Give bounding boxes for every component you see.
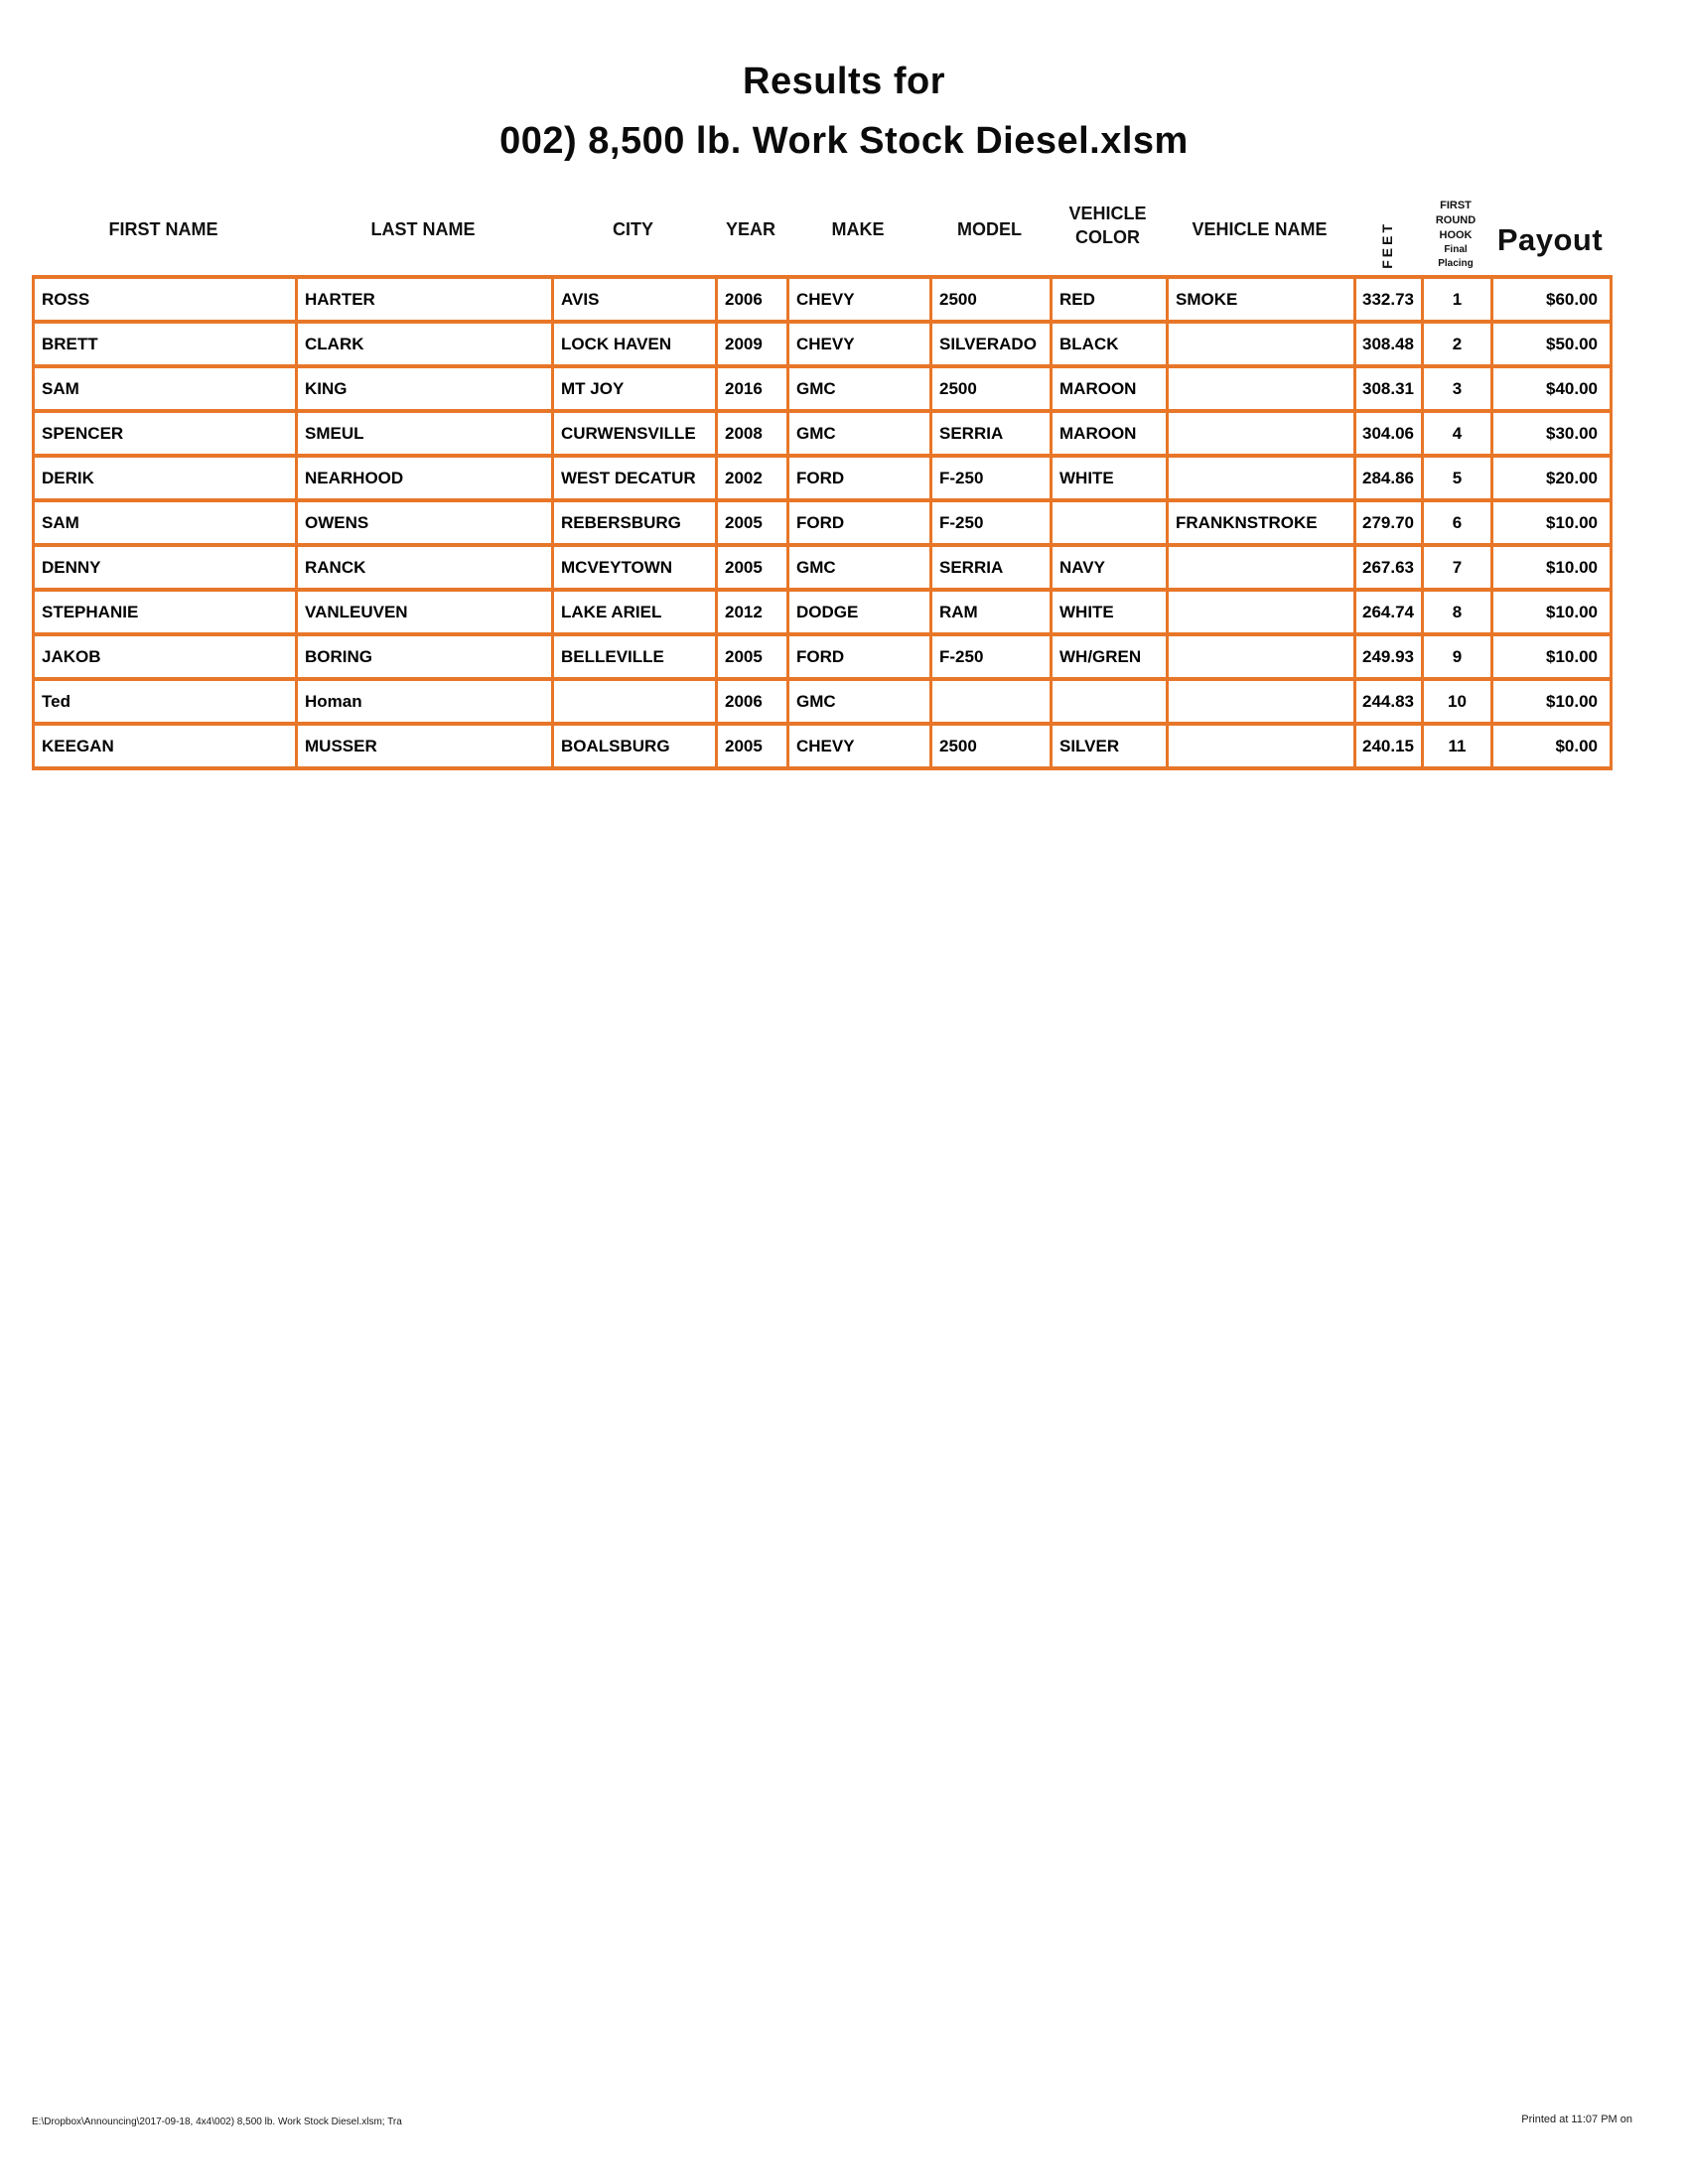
cell-vehicle-color: BLACK (1053, 324, 1169, 368)
header-city: CITY (612, 219, 653, 239)
cell-model: 2500 (932, 726, 1053, 770)
cell-last-name: Homan (298, 681, 554, 726)
cell-vehicle-color: SILVER (1053, 726, 1169, 770)
cell-payout: $30.00 (1493, 413, 1613, 458)
cell-feet: 284.86 (1356, 458, 1424, 502)
header-first-name: FIRST NAME (108, 219, 218, 239)
cell-placing: 4 (1424, 413, 1493, 458)
cell-model: 2500 (932, 368, 1053, 413)
cell-feet: 264.74 (1356, 592, 1424, 636)
header-make: MAKE (831, 219, 885, 239)
cell-city (554, 681, 718, 726)
cell-make: CHEVY (789, 324, 932, 368)
cell-placing: 1 (1424, 279, 1493, 324)
header-vehicle-color-line1: VEHICLE (1068, 204, 1147, 223)
hook-line-3: HOOK (1439, 229, 1473, 241)
cell-make: CHEVY (789, 279, 932, 324)
cell-first-name: Ted (35, 681, 298, 726)
cell-make: FORD (789, 502, 932, 547)
cell-make: FORD (789, 636, 932, 681)
cell-payout: $10.00 (1493, 547, 1613, 592)
cell-city: MCVEYTOWN (554, 547, 718, 592)
table-header-row (32, 139, 1613, 275)
cell-vehicle-name (1169, 368, 1356, 413)
cell-vehicle-name (1169, 726, 1356, 770)
cell-feet: 332.73 (1356, 279, 1424, 324)
cell-year: 2002 (718, 458, 789, 502)
hook-line-4: Final (1444, 244, 1468, 255)
cell-year: 2008 (718, 413, 789, 458)
cell-payout: $10.00 (1493, 502, 1613, 547)
cell-payout: $20.00 (1493, 458, 1613, 502)
cell-year: 2006 (718, 279, 789, 324)
cell-make: GMC (789, 547, 932, 592)
cell-make: GMC (789, 413, 932, 458)
cell-first-name: SAM (35, 502, 298, 547)
cell-vehicle-color: WH/GREN (1053, 636, 1169, 681)
cell-vehicle-color (1053, 681, 1169, 726)
header-feet-label: FEET (1379, 221, 1395, 269)
cell-last-name: OWENS (298, 502, 554, 547)
cell-first-name: DERIK (35, 458, 298, 502)
cell-vehicle-color: WHITE (1053, 592, 1169, 636)
cell-feet: 244.83 (1356, 681, 1424, 726)
header-vehicle-color-line2: COLOR (1075, 227, 1140, 247)
cell-vehicle-name: FRANKNSTROKE (1169, 502, 1356, 547)
cell-vehicle-color: MAROON (1053, 413, 1169, 458)
header-model: MODEL (957, 219, 1022, 239)
cell-last-name: SMEUL (298, 413, 554, 458)
cell-city: BOALSBURG (554, 726, 718, 770)
cell-model: 2500 (932, 279, 1053, 324)
cell-model (932, 681, 1053, 726)
cell-vehicle-name (1169, 592, 1356, 636)
cell-placing: 10 (1424, 681, 1493, 726)
cell-first-name: ROSS (35, 279, 298, 324)
cell-vehicle-color: RED (1053, 279, 1169, 324)
cell-city: LAKE ARIEL (554, 592, 718, 636)
cell-city: MT JOY (554, 368, 718, 413)
cell-vehicle-color (1053, 502, 1169, 547)
cell-placing: 2 (1424, 324, 1493, 368)
cell-year: 2005 (718, 502, 789, 547)
cell-placing: 11 (1424, 726, 1493, 770)
cell-model: F-250 (932, 636, 1053, 681)
cell-feet: 249.93 (1356, 636, 1424, 681)
cell-make: DODGE (789, 592, 932, 636)
cell-first-name: BRETT (35, 324, 298, 368)
header-feet (1353, 139, 1421, 275)
cell-feet: 267.63 (1356, 547, 1424, 592)
cell-payout: $60.00 (1493, 279, 1613, 324)
cell-vehicle-color: NAVY (1053, 547, 1169, 592)
page-title-line2: 002) 8,500 lb. Work Stock Diesel.xlsm (499, 120, 1189, 162)
cell-year: 2005 (718, 547, 789, 592)
cell-vehicle-name (1169, 681, 1356, 726)
cell-first-name: KEEGAN (35, 726, 298, 770)
cell-feet: 279.70 (1356, 502, 1424, 547)
hook-line-1: FIRST (1440, 200, 1472, 211)
cell-make: GMC (789, 368, 932, 413)
cell-city: AVIS (554, 279, 718, 324)
header-last-name: LAST NAME (370, 219, 476, 239)
footer-printed-time: Printed at 11:07 PM on (1521, 2114, 1632, 2125)
footer-file-path: E:\Dropbox\Announcing\2017-09-18, 4x4\002) 8,500 lb. Work Stock Diesel.xlsm; Tra (32, 2116, 402, 2127)
results-grid (32, 275, 1613, 770)
hook-line-5: Placing (1438, 258, 1474, 269)
header-year: YEAR (725, 219, 775, 239)
cell-feet: 308.48 (1356, 324, 1424, 368)
cell-last-name: BORING (298, 636, 554, 681)
cell-payout: $10.00 (1493, 592, 1613, 636)
cell-vehicle-color: WHITE (1053, 458, 1169, 502)
cell-vehicle-color: MAROON (1053, 368, 1169, 413)
cell-model: F-250 (932, 458, 1053, 502)
cell-last-name: KING (298, 368, 554, 413)
header-vehicle-name: VEHICLE NAME (1192, 219, 1328, 239)
cell-make: FORD (789, 458, 932, 502)
cell-vehicle-name (1169, 636, 1356, 681)
results-table (32, 139, 1613, 770)
cell-placing: 5 (1424, 458, 1493, 502)
header-vehicle-color (1050, 139, 1166, 275)
cell-placing: 8 (1424, 592, 1493, 636)
cell-city: CURWENSVILLE (554, 413, 718, 458)
header-payout: Payout (1496, 222, 1604, 257)
cell-feet: 308.31 (1356, 368, 1424, 413)
cell-city: LOCK HAVEN (554, 324, 718, 368)
cell-vehicle-name (1169, 547, 1356, 592)
cell-placing: 7 (1424, 547, 1493, 592)
cell-model: F-250 (932, 502, 1053, 547)
cell-model: SERRIA (932, 413, 1053, 458)
cell-model: SERRIA (932, 547, 1053, 592)
cell-year: 2009 (718, 324, 789, 368)
cell-payout: $10.00 (1493, 681, 1613, 726)
cell-vehicle-name (1169, 458, 1356, 502)
cell-payout: $10.00 (1493, 636, 1613, 681)
cell-make: GMC (789, 681, 932, 726)
cell-last-name: NEARHOOD (298, 458, 554, 502)
cell-vehicle-name (1169, 413, 1356, 458)
cell-placing: 6 (1424, 502, 1493, 547)
cell-payout: $50.00 (1493, 324, 1613, 368)
cell-first-name: STEPHANIE (35, 592, 298, 636)
cell-feet: 240.15 (1356, 726, 1424, 770)
cell-model: RAM (932, 592, 1053, 636)
cell-last-name: CLARK (298, 324, 554, 368)
page-title-line1: Results for (743, 61, 945, 102)
cell-payout: $0.00 (1493, 726, 1613, 770)
cell-year: 2005 (718, 726, 789, 770)
cell-first-name: SAM (35, 368, 298, 413)
cell-make: CHEVY (789, 726, 932, 770)
cell-first-name: SPENCER (35, 413, 298, 458)
cell-city: BELLEVILLE (554, 636, 718, 681)
cell-payout: $40.00 (1493, 368, 1613, 413)
cell-city: WEST DECATUR (554, 458, 718, 502)
cell-last-name: MUSSER (298, 726, 554, 770)
cell-last-name: RANCK (298, 547, 554, 592)
cell-year: 2016 (718, 368, 789, 413)
cell-vehicle-name (1169, 324, 1356, 368)
cell-first-name: DENNY (35, 547, 298, 592)
cell-model: SILVERADO (932, 324, 1053, 368)
cell-year: 2005 (718, 636, 789, 681)
cell-year: 2006 (718, 681, 789, 726)
cell-placing: 9 (1424, 636, 1493, 681)
cell-placing: 3 (1424, 368, 1493, 413)
hook-line-2: ROUND (1435, 214, 1477, 226)
header-first-round-hook (1421, 139, 1490, 275)
cell-first-name: JAKOB (35, 636, 298, 681)
cell-last-name: HARTER (298, 279, 554, 324)
cell-year: 2012 (718, 592, 789, 636)
cell-vehicle-name: SMOKE (1169, 279, 1356, 324)
cell-city: REBERSBURG (554, 502, 718, 547)
cell-last-name: VANLEUVEN (298, 592, 554, 636)
cell-feet: 304.06 (1356, 413, 1424, 458)
